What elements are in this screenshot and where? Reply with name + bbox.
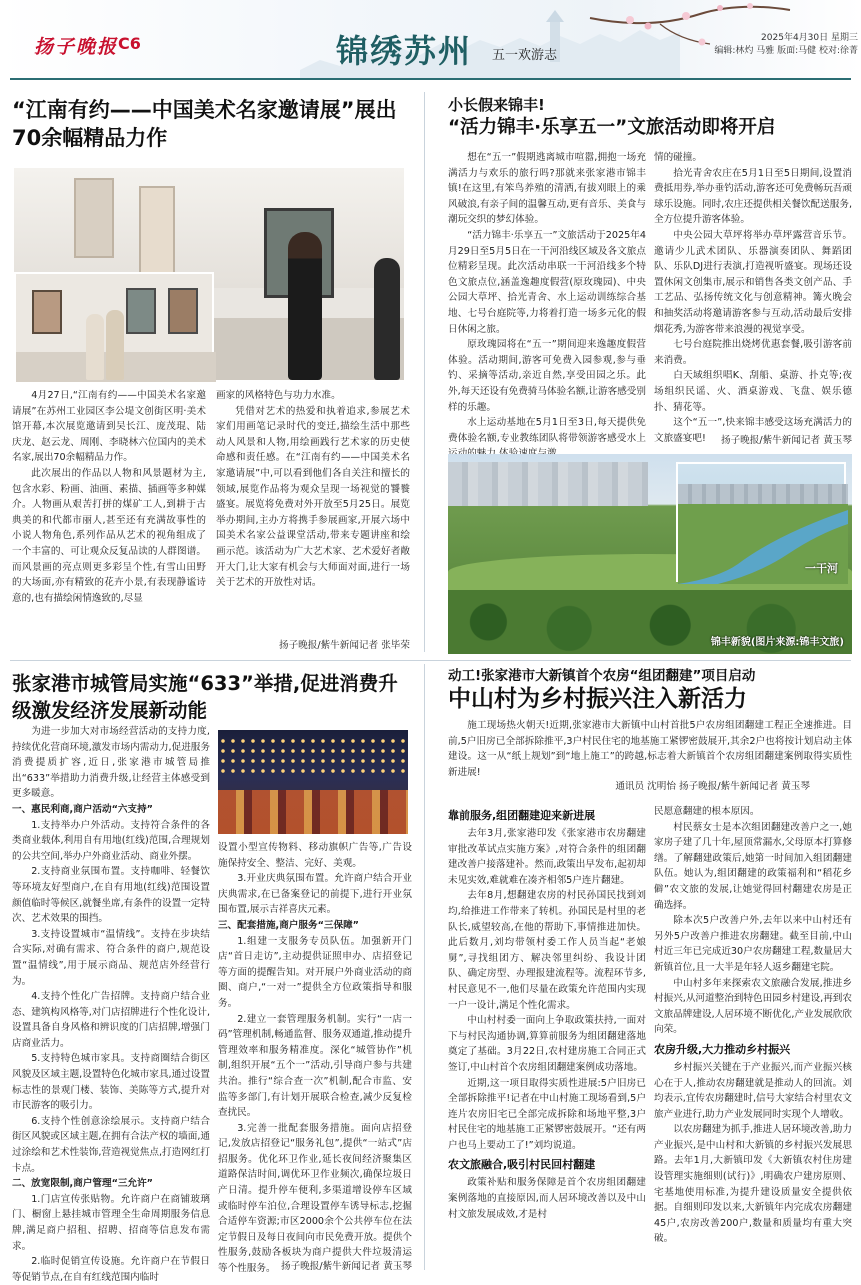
paragraph: 4月27日,“江南有约——中国美术名家邀请展”在苏州工业园区李公堤文创街区明·美术馆开幕,本次展览邀请到吴长江、庞茂琨、陆庆龙、赵云龙、周刚、李晓林六位国内的美术名家,展出70余幅精品力作。 bbox=[12, 390, 206, 464]
paper-name: 扬子晚报 bbox=[34, 36, 119, 58]
painting-frame bbox=[32, 290, 62, 334]
distant-buildings bbox=[448, 462, 648, 506]
art4-title: 中山村为乡村振兴注入新活力 bbox=[448, 686, 747, 712]
visitor-figure bbox=[374, 258, 400, 380]
paragraph: 以农房翻建为抓手,推进人居环境改善,助力产业振兴,是中山村和大新镇的乡村振兴发展思路。去年1月,大新镇印发《大新镇农村住房建设管理实施细则(试行)》,明确农户建房原则、宅基地使用标准,为提升建设质量安全提供依据。自细则印发以来,大新镇年内完成农房翻建45户,农房改善200户,数量和质量均有重大突破。 bbox=[654, 1124, 852, 1245]
art2-byline: 扬子晚报/紫牛新闻记者 黄玉琴 bbox=[720, 435, 852, 446]
paragraph: 原玫瑰园将在“五一”期间迎来逸趣度假营体验。活动期间,游客可免费入园参观,参与垂钓、采摘等活动,亲近自然,享受田园之乐。此外,每天还设有免费骑马体验名额,让游客感受别样的乐趣。 bbox=[448, 339, 646, 413]
art4-body-col1 bbox=[448, 804, 646, 1272]
paragraph: 七号台庭院推出烧烤优惠套餐,吸引游客前来消费。 bbox=[654, 339, 852, 366]
paragraph: 5.支持特色城市家具。支持商圈结合街区风貌及区域主题,设置特色化城市家具,通过设置标志性的景观门楼、装饰、美陈等方式,提升对市民游客的吸引力。 bbox=[12, 1053, 210, 1112]
paragraph: 去年3月,张家港印发《张家港市农房翻建审批改革试点实施方案》,对符合条件的组团翻建改善户接落建补。然而,政策出早发布,起初却未见实效,难就难在凑齐相邻5户连片翻建。 bbox=[448, 828, 646, 886]
paragraph: 中山村多年来探索农文旅融合发展,推进乡村振兴,从河道整治到特色田园乡村建设,再到农文旅品牌建设,人居环境不断优化,产业发展欣欣向荣。 bbox=[654, 977, 852, 1036]
painting-frame bbox=[168, 288, 198, 334]
subsection-heading: 三、配套措施,商户服务“三保障” bbox=[218, 919, 359, 931]
masthead bbox=[0, 0, 861, 78]
paragraph: 1.门店宣传张贴物。允许商户在商铺玻璃门、橱窗上悬挂城市管理全生命周期服务信息牌,满足商户招租、招聘、招商等信息发布需求。 bbox=[12, 1193, 210, 1252]
section-subtitle: 五一欢游志 bbox=[492, 48, 558, 63]
paragraph: “活力锦丰·乐享五一”文旅活动于2025年4月29日至5月5日在一干河沿线区域及各文旅点位精彩呈现。此次活动串联一干河沿线多个特色文旅点位,涵盖逸趣度假营(原玫瑰园)、中央公园大草坪、拾光青舍、水上运动训练综合基地、七号台庭院等,力将着打造一场多元化的假日休闲之旅。 bbox=[448, 229, 646, 335]
paragraph: 近期,这一项目取得实质性进展:5户旧房已全部拆除推平!记者在中山村施工现场看到,5户连片农房旧宅已全部完成拆除和场地平整,3户村民住宅的地基施工正紧锣密鼓展开。“还有两户也马上要动工了!”刘均说道。 bbox=[448, 1077, 646, 1151]
photo-caption: 锦丰新貌(图片来源:锦丰文旅) bbox=[710, 637, 844, 648]
masthead-rule bbox=[10, 78, 851, 80]
art1-body-col2 bbox=[216, 388, 410, 650]
gallery-inset-photo bbox=[14, 272, 214, 380]
art3-body-col1 bbox=[12, 724, 210, 1283]
paragraph: 2.临时促销宣传设施。允许商户在节假日等促销节点,在自有红线范围内临时 bbox=[12, 1256, 210, 1283]
paragraph: 4.支持个性化广告招牌。支持商户结合业态、建筑构风格等,对门店招牌进行个性化设计,设置具备自身风格和辨识度的门店招牌,增强门店商业活力。 bbox=[12, 991, 210, 1049]
paragraph: 这个“五一”,快来锦丰感受这场充满活力的文旅盛宴吧! bbox=[654, 417, 852, 444]
art4-lead bbox=[448, 718, 852, 780]
painting-frame bbox=[126, 288, 156, 334]
paragraph: 村民蔡女士是本次组团翻建改善户之一,她家房子建了几十年,屋顶常漏水,父母原本打算修缮。了解翻建政策后,她第一时间加入组团翻建队伍。她认为,组团翻建的政策福利和“稻花乡僻”农文旅的发展,让她觉得回村翻建农房是正确选择。 bbox=[654, 821, 852, 911]
section-heading: 靠前服务,组团翻建迎来新进展 bbox=[448, 809, 596, 822]
visitor-figure bbox=[288, 232, 322, 380]
paragraph: 白天域组织唱K、刮船、桌游、扑克等;夜场组织民谣、火、酒桌游戏、飞盘、娱乐德扑、猜花等。 bbox=[654, 370, 852, 413]
paragraph: 2.支持商业氛围布置。支持咖啡、轻餐饮等环境友好型商户,在自有用地(红线)范围设置颜值临时等候区,就餐坐席,有条件的设置一定特次、艺术效果的围挡。 bbox=[12, 866, 210, 925]
section-title: 锦绣苏州 bbox=[336, 32, 473, 70]
painting-frame bbox=[139, 186, 175, 276]
paragraph: 想在“五一”假期逃离城市喧嚣,拥抱一场充满活力与欢乐的旅行吗?那就来张家港市锦丰镇!在这里,有笨鸟养殖的清洒,有拔刈眼上的乘风破浪,有亲子间的温馨互动,更有音乐、美食与潮玩交织的梦幻体验。 bbox=[448, 152, 646, 226]
paragraph: 情的碰撞。 bbox=[654, 152, 702, 163]
paragraph: 1.组建一支服务专员队伍。加强新开门店“首日走访”,主动提供证照申办、店招登记等方面的提醒告知。对开展户外商业活动的商圈、商户,“一对一”提供全方位政策指导和服务。 bbox=[218, 935, 412, 1009]
art4-lead-byline: 通讯员 沈明怡 扬子晚报/紫牛新闻记者 黄玉琴 bbox=[615, 781, 810, 792]
paragraph: 除本次5户改善户外,去年以来中山村还有另外5户改善户推进农房翻建。截至目前,中山村近三年已完成近30户农房翻建工程,数量居大新镇首位,且一大半是年轻人返乡翻建宅院。 bbox=[654, 915, 852, 973]
art1-byline: 扬子晚报/紫牛新闻记者 张毕荣 bbox=[278, 640, 410, 651]
subsection-heading: 二、放宽限制,商户管理“三允许” bbox=[12, 1178, 153, 1190]
river-inset-photo bbox=[676, 462, 846, 582]
night-market-photo bbox=[218, 730, 408, 834]
paragraph: 中央公园大草坪将举办草坪露营音乐节。邀请少儿武术团队、乐器演奏团队、舞蹈团队、乐队DJ进行表演,打造视听盛宴。现场还设置休闲文创集市,展示和销售各类文创产品、手工艺品、弘扬传统文化与创意精神。篝火晚会和抽奖活动将邀请游客参与互动,活动最后安排烟花秀,为游客带来浪漫的视觉享受。 bbox=[654, 229, 852, 335]
paragraph: 3.完善一批配套服务措施。面向店招登记,发放店招登记“服务礼包”,提供“一站式”店招服务。优化环卫作业,延长夜间经济聚集区道路保洁时间,调优环卫作业频次,确保垃圾日产日清。提升停车便利,多渠道增设停车区域或临时停车泊位,合理设置停车诱导标志,挖掘合适停车资源;市区2000余个公共停车位在法定节假日及每日夜间向市民免费开放。提供个性服务,鼓励各板块为商户提供大件垃圾清运等个性服务。 bbox=[218, 1122, 412, 1275]
paragraph: 1.支持举办户外活动。支持符合条件的各类商业载体,利用自有用地(红线)范围,合理规划的公共空间,举办户外商业活动、商业外摆。 bbox=[12, 819, 210, 862]
paragraph: 设置小型宣传物料、移动旗帜广告等,广告设施保持安全、整洁、完好、美观。 bbox=[218, 842, 412, 869]
column-divider bbox=[424, 92, 425, 652]
issue-date: 2025年4月30日 星期三 bbox=[761, 33, 858, 43]
paragraph: 3.支持设置城市“温情线”。支持在步块结合实际,对确有需求、符合条件的商户,规范设置“温情线”,用于展示商品、规范店外经营行为。 bbox=[12, 928, 210, 987]
art1-title: “江南有约——中国美术名家邀请展”展出70余幅精品力作 bbox=[12, 98, 397, 150]
light-strings bbox=[218, 736, 408, 776]
subsection-heading: 一、惠民利商,商户活动“六支持” bbox=[12, 803, 153, 815]
art3-title: 张家港市城管局实施“633”举措,促进消费升级激发经济发展新动能 bbox=[12, 672, 398, 722]
column-divider bbox=[424, 664, 425, 1270]
art4-body-col2 bbox=[654, 804, 852, 1272]
art4-kicker: 动工!张家港市大新镇首个农房“组团翻建”项目启动 bbox=[448, 668, 756, 684]
paragraph: 乡村振兴关键在于产业振兴,而产业振兴核心在于人,推动农房翻建就是推动人的回流。刘均表示,宜传农房翻建时,信号大家结合村里农文旅产业进行,助力产业发展同时实现个人增收。 bbox=[654, 1061, 852, 1120]
paragraph: 为进一步加大对市场经营活动的支持力度,持续优化营商环境,激发市场内需动力,促进服务消费提质扩容,近日,张家港市城管局推出“633”举措助力消费升级,让经营主体感受到更多暖意。 bbox=[12, 726, 210, 800]
paragraph: 民愿意翻建的根本原因。 bbox=[654, 806, 760, 817]
inset-caption: 一干河 bbox=[805, 562, 838, 575]
paragraph: 中山村村委一面向上争取政策扶持,一面对下与村民沟通协调,算算前服务为组团翻建落地奠定了基础。3月22日,农村建房施工合同正式签订,中山村首个农房组团翻建案例成功落地。 bbox=[448, 1015, 646, 1073]
paragraph: 此次展出的作品以人物和风景题材为主,包含水彩、粉画、油画、素描、插画等多种媒介。人物画从艰苦打拼的煤矿工人,到耕于古典美的和代都市丽人,甚至还有充满故事性的小说人物角色,系列作品从艺术的视角组成了一个丰富的、可让观众反复品读的人群图谱。而风景画的亮点则更多彩呈个性,有雪山田野的大场面,亦有精致的花卉小景,有表现静谧诗意的,也有描绘闲情逸致的,尽显 bbox=[12, 467, 206, 604]
section-heading: 农文旅融合,吸引村民回村翻建 bbox=[448, 1158, 596, 1172]
painting-frame bbox=[74, 178, 114, 258]
paragraph: 画家的风格特色与功力水准。 bbox=[216, 390, 341, 401]
section-divider bbox=[10, 660, 851, 661]
paragraph: 施工现场热火朝天!近期,张家港市大新镇中山村首批5户农房组团翻建工程正全速推进。目前,5户旧房已全部拆除推平,3户村民住宅的地基施工紧锣密鼓展开,其余2户也将按计划启动主体建设。这一从“纸上规划”到“地上施工”的跨越,标志着大新镇首个农房组团翻建案例取得实质性新进展! bbox=[448, 720, 852, 778]
editor-credits: 编辑:林灼 马雅 版面:马健 校对:徐菁 bbox=[714, 46, 858, 56]
market-stalls bbox=[218, 790, 408, 834]
art2-body-col1 bbox=[448, 150, 646, 446]
paragraph: 2.建立一套管理服务机制。实行“一店一码”管理机制,畅通监督、服务双通道,推动提升管理效率和服务精准度。深化“城管协作”机制,组织开展“五个一”活动,引导商户参与共建共治。推行“综合查一次”机制,配合市监、安监等多部门,有计划开展联合检查,减少反复检查扰民。 bbox=[218, 1013, 412, 1119]
paragraph: 3.开业庆典氛围布置。允许商户结合开业庆典需求,在已备案登记的前提下,进行开业氛围布置,展示吉祥喜庆元素。 bbox=[218, 873, 412, 916]
paragraph: 去年8月,想翻建农房的村民孙国民找到刘均,给推进工作带来了转机。孙国民是村里的老队长,威望较高,在他的帮助下,事情推进加快。此后数月,刘均带领村委工作人员当起“老娘舅”,寻找组团方、解决邻里纠纷、我设计团队、确定房型、办理报建流程等。流程环节多,村民意见不一,他们尽量在政策允许范围内实现一户一设计,满足个性化需求。 bbox=[448, 890, 646, 1011]
paragraph: 凭借对艺术的热爱和执着追求,参展艺术家们用画笔记录时代的变迁,描绘生活中那些动人风景和人物,用绘画践行艺术家的历史使命感和责任感。在“江南有约——中国美术名家邀请展”中,可以看到他们各自关注和擅长的领域,展览作品将为观众呈现一场视觉的饕餮盛宴。展览将免费对外开放至5月25日。展览举办期间,主办方将携手参展画家,开展六场中国美术名家公益课堂活动,带来专题讲座和绘画示范。该活动为广大艺术家、艺术爱好者敞开大门,让大家有机会与大师面对面,进行一场关于艺术的开放性对话。 bbox=[216, 405, 410, 589]
paragraph: 政策补贴和服务保障是首个农房组团翻建案例落地的直接原因,而人居环境改善以及中山村文旅发展成效,才是村 bbox=[448, 1177, 646, 1220]
paragraph: 水上运动基地在5月1日至3日,每天提供免费体验名额,专业教练团队将带领游客感受水上 bbox=[448, 417, 646, 444]
visitor-figure bbox=[86, 314, 104, 380]
art2-kicker: 小长假来锦丰! bbox=[448, 96, 545, 114]
art3-byline: 扬子晚报/紫牛新闻记者 黄玉琴 bbox=[280, 1261, 412, 1272]
art1-body-col1 bbox=[12, 388, 206, 650]
section-heading: 农房升级,大力推动乡村振兴 bbox=[654, 1042, 791, 1056]
visitor-figure bbox=[106, 310, 124, 380]
page-number: C6 bbox=[118, 34, 141, 53]
art2-title: “活力锦丰·乐享五一”文旅活动即将开启 bbox=[448, 117, 776, 138]
paragraph: 拾光青舍农庄在5月1日至5日期间,设置消费抵用券,举办垂钓活动,游客还可免费畅玩吾顽球乐设施。同时,农庄还提供相关餐饮配送服务,全方位提升游客体验。 bbox=[654, 167, 852, 226]
paragraph: 6.支持个性创意涂绘展示。支持商户结合街区风貌或区域主题,在拥有合法产权的墙面,通过涂绘和艺术性装饰,营造视觉焦点,打造网红打卡点。 bbox=[12, 1115, 210, 1174]
